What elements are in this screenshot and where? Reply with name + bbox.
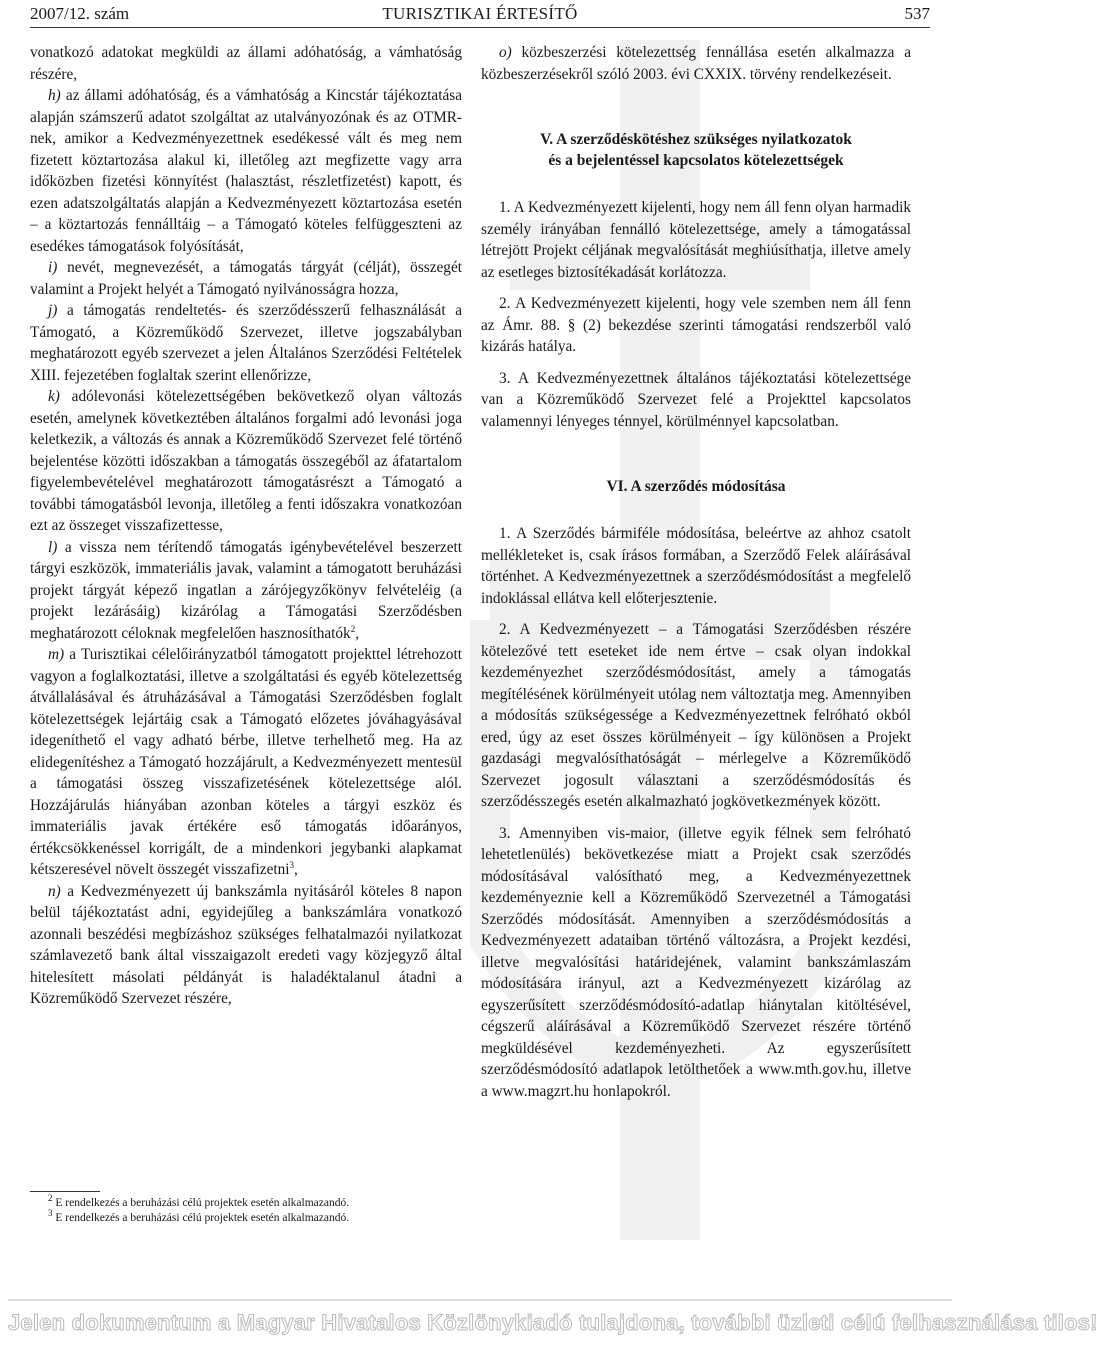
header-divider	[30, 27, 930, 28]
section-vi-paragraph-3: 3. Amennyiben vis-maior, (illetve egyik félnek sem felróható lehetetlenülés) bekövetkezése miatt a Projekt csak szerződés módosításával valósítható meg, a Kedvezményezettnek kezdeményeznie kell a Közreműködő Szervezetnél a Támogatási Szerződés módosítását. Amennyiben a szerződésmódosítás a Kedvezményezett adataiban történő változásra, a Projekt kezdési, illetve megvalósítási határidejének, valamint bankszámlaszám módosítására irányul, azt a Kedvezményezett kizárólag az egyszerűsített szerződésmódosító-adatlap hiánytalan kitöltésével, cégszerű aláírásával a Közreműködő Szervezet részére történő megküldésével kezdeményezheti. Az egyszerűsített szerződésmódosító adatlapok letölthetőek a www.mth.gov.hu, illetve a www.magzrt.hu honlapokról.	[481, 824, 911, 1100]
item-k-marker: k)	[48, 388, 60, 405]
right-column	[481, 42, 911, 1102]
footnote-ref-3[interactable]: 3	[289, 859, 295, 870]
item-i	[30, 257, 462, 300]
item-m-marker: m)	[48, 646, 65, 663]
item-m	[30, 644, 462, 881]
item-l-marker: l)	[48, 538, 58, 556]
section-v-title-line-2: és a bejelentéssel kapcsolatos kötelezettségek	[548, 152, 844, 169]
item-h-marker: h)	[48, 87, 61, 104]
footnote-divider	[30, 1191, 100, 1192]
item-k-text: adólevonási kötelezettségében bekövetkező olyan változás esetén, amelynek következtében általános forgalmi adó levonási joga keletkezik, a változás és annak a Közreműködő Szervezet felé történő bejelentése közötti időszakban a támogatás összegéből az áfatartalom figyelembevételével meghatározott támogatásrészt a Támogató a további támogatásból levonja, illetőleg a fenti időszakra vonatkozóan ezt az összeget visszafizettesse,	[30, 388, 462, 534]
item-h	[30, 85, 462, 257]
item-l-end: ,	[355, 624, 360, 642]
section-vi-heading: VI. A szerződés módosítása	[606, 478, 786, 495]
bottom-divider	[8, 1299, 952, 1301]
item-o	[481, 42, 911, 85]
section-vi-paragraph-1: 1. A Szerződés bármiféle módosítása, beleértve az ahhoz csatolt mellékleteket is, csak írásos formában, a Szerződő Felek aláírásával történhet. A Kedvezményezettnek a szerződésmódosítást a megfelelő indoklással ellátva kell előterjesztenie.	[481, 525, 911, 607]
page-number: 537	[904, 4, 930, 23]
item-o-text: közbeszerzési kötelezettség fennállása esetén alkalmazza a közbeszerzésekről szóló 2003. évi CXXIX. törvény rendelkezéseit.	[481, 44, 911, 83]
publication-title: TURISZTIKAI ÉRTESÍTŐ	[382, 4, 578, 23]
footnote-2-number: 2	[48, 1193, 53, 1204]
item-j-marker: j)	[48, 302, 58, 319]
ownership-notice-banner: Jelen dokumentum a Magyar Hivatalos Közlönykiadó tulajdona, további üzleti célú felhasználása tilos!	[8, 1310, 1098, 1335]
item-j-text: a támogatás rendeltetés- és szerződésszerű felhasználását a Támogató, a Közreműködő Szervezet, illetve jogszabályban meghatározott egyéb szervezet a jelen Általános Szerződési Feltételek XIII. fejezetében foglaltak szerint ellenőrizze,	[30, 302, 462, 384]
footnote-3-number: 3	[48, 1208, 53, 1219]
item-n	[30, 881, 462, 1010]
section-v-paragraph-1: 1. A Kedvezményezett kijelenti, hogy nem áll fenn olyan harmadik személy irányában fennálló kötelezettsége, amely a támogatással létrejött Projekt céljának megvalósítását meghiúsíthatja, illetve amely az esetleges biztosítékadását korlátozza.	[481, 199, 911, 281]
item-n-marker: n)	[48, 882, 61, 900]
item-h-text: az állami adóhatóság, és a vámhatóság a Kincstár tájékoztatása alapján számszerű adatot szolgáltat az utalványozónak és az OTMR-nek, amikor a Kedvezményezettnek esedékessé vált és meg nem fizetett köztartozása alakul ki, illetőleg azt megfizette vagy arra időközben fizetési könnyítést (halasztást, részletfizetést) kapott, és ezen adatszolgáltatás alapján a Kedvezményezett köztartozása esetén – a köztartozás fennálltáig – a Támogató köteles felfüggeszteni az esedékes támogatások folyósítását,	[30, 87, 462, 255]
item-m-end: ,	[294, 861, 298, 878]
footnote-2	[30, 1193, 462, 1211]
footnote-ref-2[interactable]: 2	[350, 623, 356, 634]
item-k	[30, 386, 462, 537]
footnote-2-text: E rendelkezés a beruházási célú projektek esetén alkalmazandó.	[52, 1197, 350, 1209]
section-v-paragraph-3: 3. A Kedvezményezettnek általános tájékoztatási kötelezettsége van a Közreműködő Szervezet felé a Projekttel kapcsolatos valamennyi lényeges ténnyel, körülménnyel kapcsolatban.	[481, 369, 911, 430]
section-v-paragraph-2: 2. A Kedvezményezett kijelenti, hogy vele szemben nem áll fenn az Ámr. 88. § (2) bekezdése szerinti támogatási rendszerből való kizárás hatálya.	[481, 295, 911, 355]
item-o-marker: o)	[499, 44, 512, 61]
footnote-3	[30, 1208, 462, 1226]
footnotes	[30, 1193, 462, 1226]
item-i-text: nevét, megnevezését, a támogatás tárgyát (célját), összegét valamint a Projekt helyét a Támogató nyilvánosságra hozza,	[30, 259, 462, 298]
left-column	[30, 42, 462, 1010]
item-i-marker: i)	[48, 259, 58, 276]
item-n-text: a Kedvezményezett új bankszámla nyitásáról köteles 8 napon belül tájékoztatást adni, egyidejűleg a bankszámlára vonatkozó azonnali beszédési megbízáshoz szükséges felhatalmazói nyilatkozat számlavezető bank által visszaigazolt eredeti vagy közjegyző által hitelesített másolati példányát is haladéktalanul átadni a Közreműködő Szervezet részére,	[30, 882, 462, 1007]
item-l-text: a vissza nem térítendő támogatás igénybevételével beszerzett tárgyi eszközök, immateriális javak, valamint a támogatott beruházási projekt tárgyát képező ingatlan a zárójegyzőkönyv felvételéig (a projekt lezárásáig) kizárólag a Támogatási Szerződésben meghatározott céloknak megfelelően hasznosíthatók	[30, 538, 462, 642]
section-v-heading	[481, 129, 911, 171]
section-vi-paragraph-2: 2. A Kedvezményezett – a Támogatási Szerződésben részére kötelezővé tett eseteket ide nem értve – csak olyan indokkal kezdeményezhet szerződésmódosítást, amely a támogatás megítélésének körülményeit utólag nem változtatja meg. Amennyiben a módosítás szükségessége a Kedvezményezettnek felróható okból ered, úgy az eset összes körülményeit – így különösen a Projekt gazdasági megvalósíthatóságát – mérlegelve a Közreműködő Szervezet jogosult választani a szerződésmódosítás és szerződésszegés esetén alkalmazható jogkövetkezmények között.	[481, 621, 911, 810]
page-header	[30, 2, 930, 26]
footnote-3-text: E rendelkezés a beruházási célú projektek esetén alkalmazandó.	[52, 1212, 350, 1224]
item-j	[30, 300, 462, 386]
item-m-text: a Turisztikai célelőirányzatból támogatott projekttel létrehozott vagyon a foglalkoztatási, illetve a szolgáltatási és egyéb kötelezettség átvállalásával és átruházásával a Támogatási Szerződésben foglalt kötelezettségek lejártáig csak a Támogató előzetes jóváhagyásával idegeníthető el vagy adható bérbe, illetve terhelhető meg. Ha az elidegenítéshez a Támogató hozzájárult, a Kedvezményezett mentesül a támogatási összeg visszafizetésének kötelezettsége alól. Hozzájárulás hiányában azonban köteles a tárgyi eszköz és immateriális javak értékére eső támogatás időarányos, értékcsökkenéssel korrigált, de a mindenkori jegybanki alapkamat kétszeresével növelt összegét visszafizetni	[30, 646, 462, 878]
item-l	[30, 537, 462, 645]
issue-number: 2007/12. szám	[30, 4, 130, 23]
intro-paragraph: vonatkozó adatokat megküldi az állami adóhatóság, a vámhatóság részére,	[30, 44, 462, 83]
section-v-title-line-1: V. A szerződéskötéshez szükséges nyilatkozatok	[540, 131, 852, 148]
